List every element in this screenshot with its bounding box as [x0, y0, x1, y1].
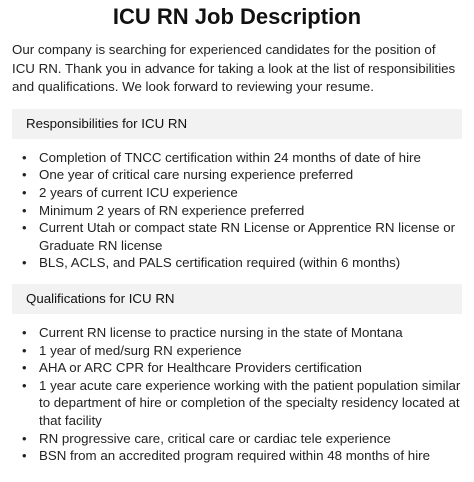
- page-title: ICU RN Job Description: [112, 4, 362, 29]
- list-item: [12, 342, 462, 360]
- list-item-text: Current Utah or compact state RN License or Apprentice RN license or Graduate RN license: [39, 220, 456, 253]
- list-item: [12, 184, 462, 202]
- bullet-icon: •: [22, 342, 27, 358]
- list-item: [12, 324, 462, 342]
- qualifications-list: [12, 324, 462, 465]
- bullet-icon: •: [22, 167, 27, 183]
- list-item: [12, 219, 462, 254]
- list-item-text: Current RN license to practice nursing in the state of Montana: [39, 324, 403, 340]
- list-item: [12, 202, 462, 220]
- list-item: [12, 377, 462, 430]
- list-item-text: Completion of TNCC certification within 24 months of date of hire: [39, 149, 421, 165]
- list-item-text: RN progressive care, critical care or cardiac tele experience: [39, 430, 391, 446]
- bullet-icon: •: [22, 149, 27, 165]
- list-item-text: 2 years of current ICU experience: [39, 184, 238, 200]
- qualifications-heading: Qualifications for ICU RN: [12, 284, 462, 314]
- bullet-icon: •: [22, 202, 27, 218]
- bullet-icon: •: [22, 255, 27, 271]
- list-item: [12, 149, 462, 167]
- list-item: [12, 447, 462, 465]
- list-item-text: AHA or ARC CPR for Healthcare Providers certification: [39, 360, 362, 376]
- list-item-text: 1 year of med/surg RN experience: [39, 342, 242, 358]
- list-item: [12, 359, 462, 377]
- responsibilities-list: [12, 149, 462, 272]
- list-item: [12, 254, 462, 272]
- bullet-icon: •: [22, 377, 27, 393]
- responsibilities-heading: Responsibilities for ICU RN: [12, 109, 462, 139]
- intro-paragraph: Our company is searching for experienced candidates for the position of ICU RN. Thank you in advance for taking a look at the list of responsibilities and qualifications. We look forward to reviewing your resume.: [12, 42, 456, 95]
- list-item-text: BSN from an accredited program required within 48 months of hire: [39, 448, 430, 464]
- bullet-icon: •: [22, 430, 27, 446]
- bullet-icon: •: [22, 324, 27, 340]
- bullet-icon: •: [22, 448, 27, 464]
- list-item-text: 1 year acute care experience working with the patient population similar to department of hire or completion of the specialty residency located at that facility: [39, 377, 461, 428]
- bullet-icon: •: [22, 220, 27, 236]
- list-item-text: One year of critical care nursing experience preferred: [39, 167, 354, 183]
- list-item: [12, 166, 462, 184]
- list-item-text: Minimum 2 years of RN experience preferred: [39, 202, 305, 218]
- list-item: [12, 430, 462, 448]
- list-item-text: BLS, ACLS, and PALS certification required (within 6 months): [39, 255, 401, 271]
- bullet-icon: •: [22, 184, 27, 200]
- bullet-icon: •: [22, 360, 27, 376]
